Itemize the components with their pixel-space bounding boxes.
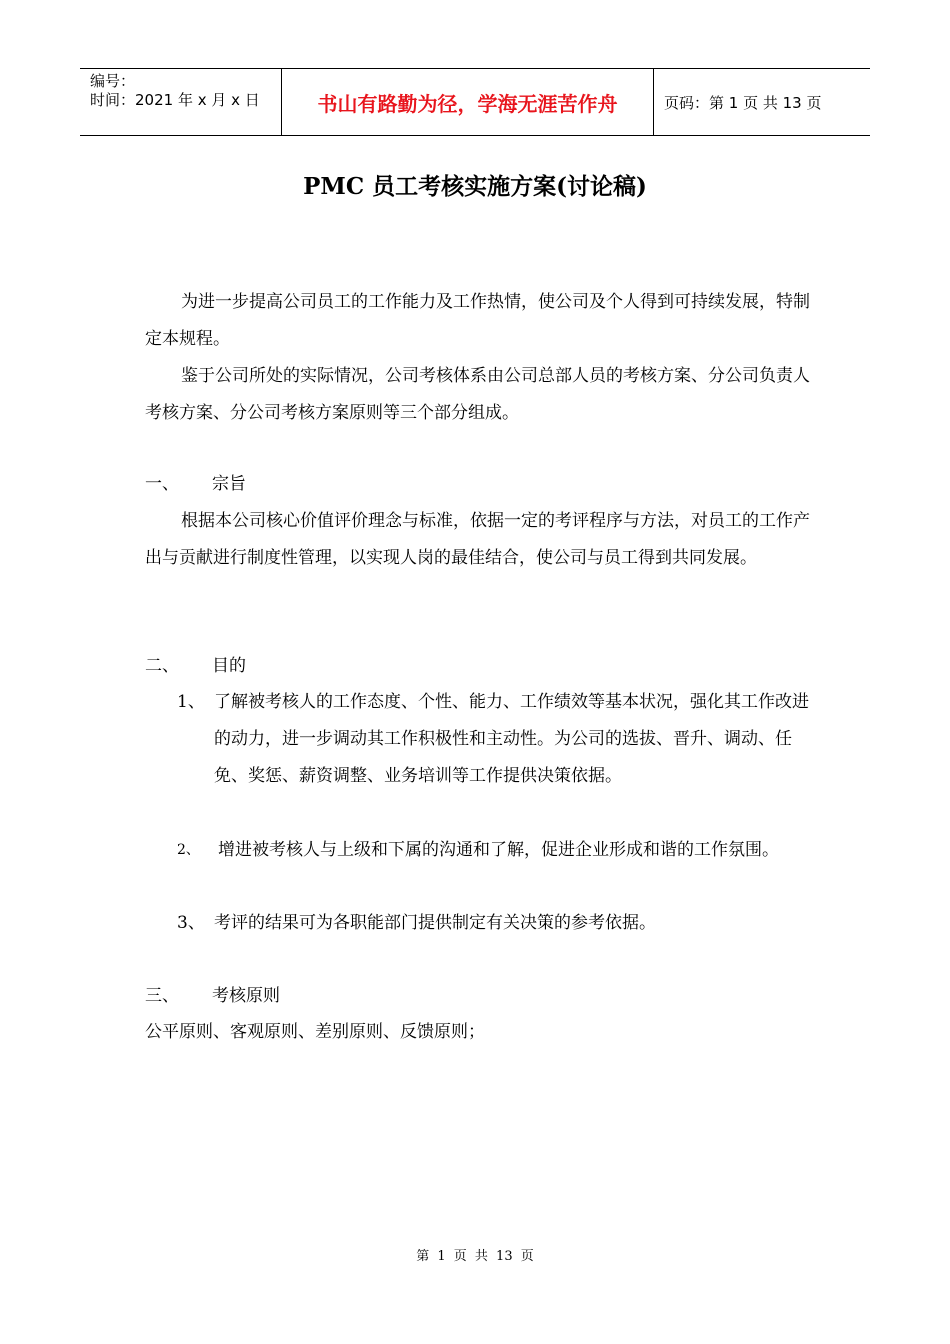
section-2-heading [145,648,246,685]
list-item-text: 增进被考核人与上级和下属的沟通和了解，促进企业形成和谐的工作氛围。 [218,840,779,860]
list-item-number: 3、 [177,913,205,933]
list-item-text: 了解被考核人的工作态度、个性、能力、工作绩效等基本状况，强化其工作改进的动力，进一步调动其工作积极性和主动性。为公司的选拔、晋升、调动、任免、奖惩、薪资调整、业务培训等工作提供决策依据。 [214,692,809,786]
header-meta [80,69,281,135]
page-code-text: 页码：第 1 页 共 13 页 [664,93,822,112]
list-item-text: 考评的结果可为各职能部门提供制定有关决策的参考依据。 [214,913,656,933]
section-1-heading [145,466,246,503]
list-item [177,832,810,869]
time-label: 时间：2021 年 x 月 x 日 [90,91,260,109]
list-item-number: 2、 [177,842,200,858]
section-title: 考核原则 [212,986,280,1006]
section-1-body: 根据本公司核心价值评价理念与标准，依据一定的考评程序与方法，对员工的工作产出与贡献进行制度性管理，以实现人岗的最佳结合，使公司与员工得到共同发展。 [145,511,810,568]
header-motto-cell [281,69,654,135]
section-title: 宗旨 [212,474,246,494]
page-footer: 第 1 页 共 13 页 [416,1249,534,1264]
section-number: 二、 [145,656,179,676]
section-number: 三、 [145,986,179,1006]
intro-paragraph-2: 鉴于公司所处的实际情况，公司考核体系由公司总部人员的考核方案、分公司负责人考核方案、分公司考核方案原则等三个部分组成。 [145,366,810,423]
header-table [80,68,870,136]
list-item [177,684,810,795]
section-title: 目的 [212,656,246,676]
section-3-body: 公平原则、客观原则、差别原则、反馈原则； [145,1022,485,1042]
document-title: PMC 员工考核实施方案(讨论稿) [303,173,647,200]
section-3-heading [145,978,280,1015]
header-page-code [654,69,870,135]
motto-text: 书山有路勤为径，学海无涯苦作舟 [317,91,618,116]
list-item [177,905,810,942]
intro-paragraph-1: 为进一步提高公司员工的工作能力及工作热情，使公司及个人得到可持续发展，特制定本规程。 [145,292,810,349]
list-item-number: 1、 [177,692,205,712]
section-number: 一、 [145,474,179,494]
number-label: 编号： [90,72,136,90]
